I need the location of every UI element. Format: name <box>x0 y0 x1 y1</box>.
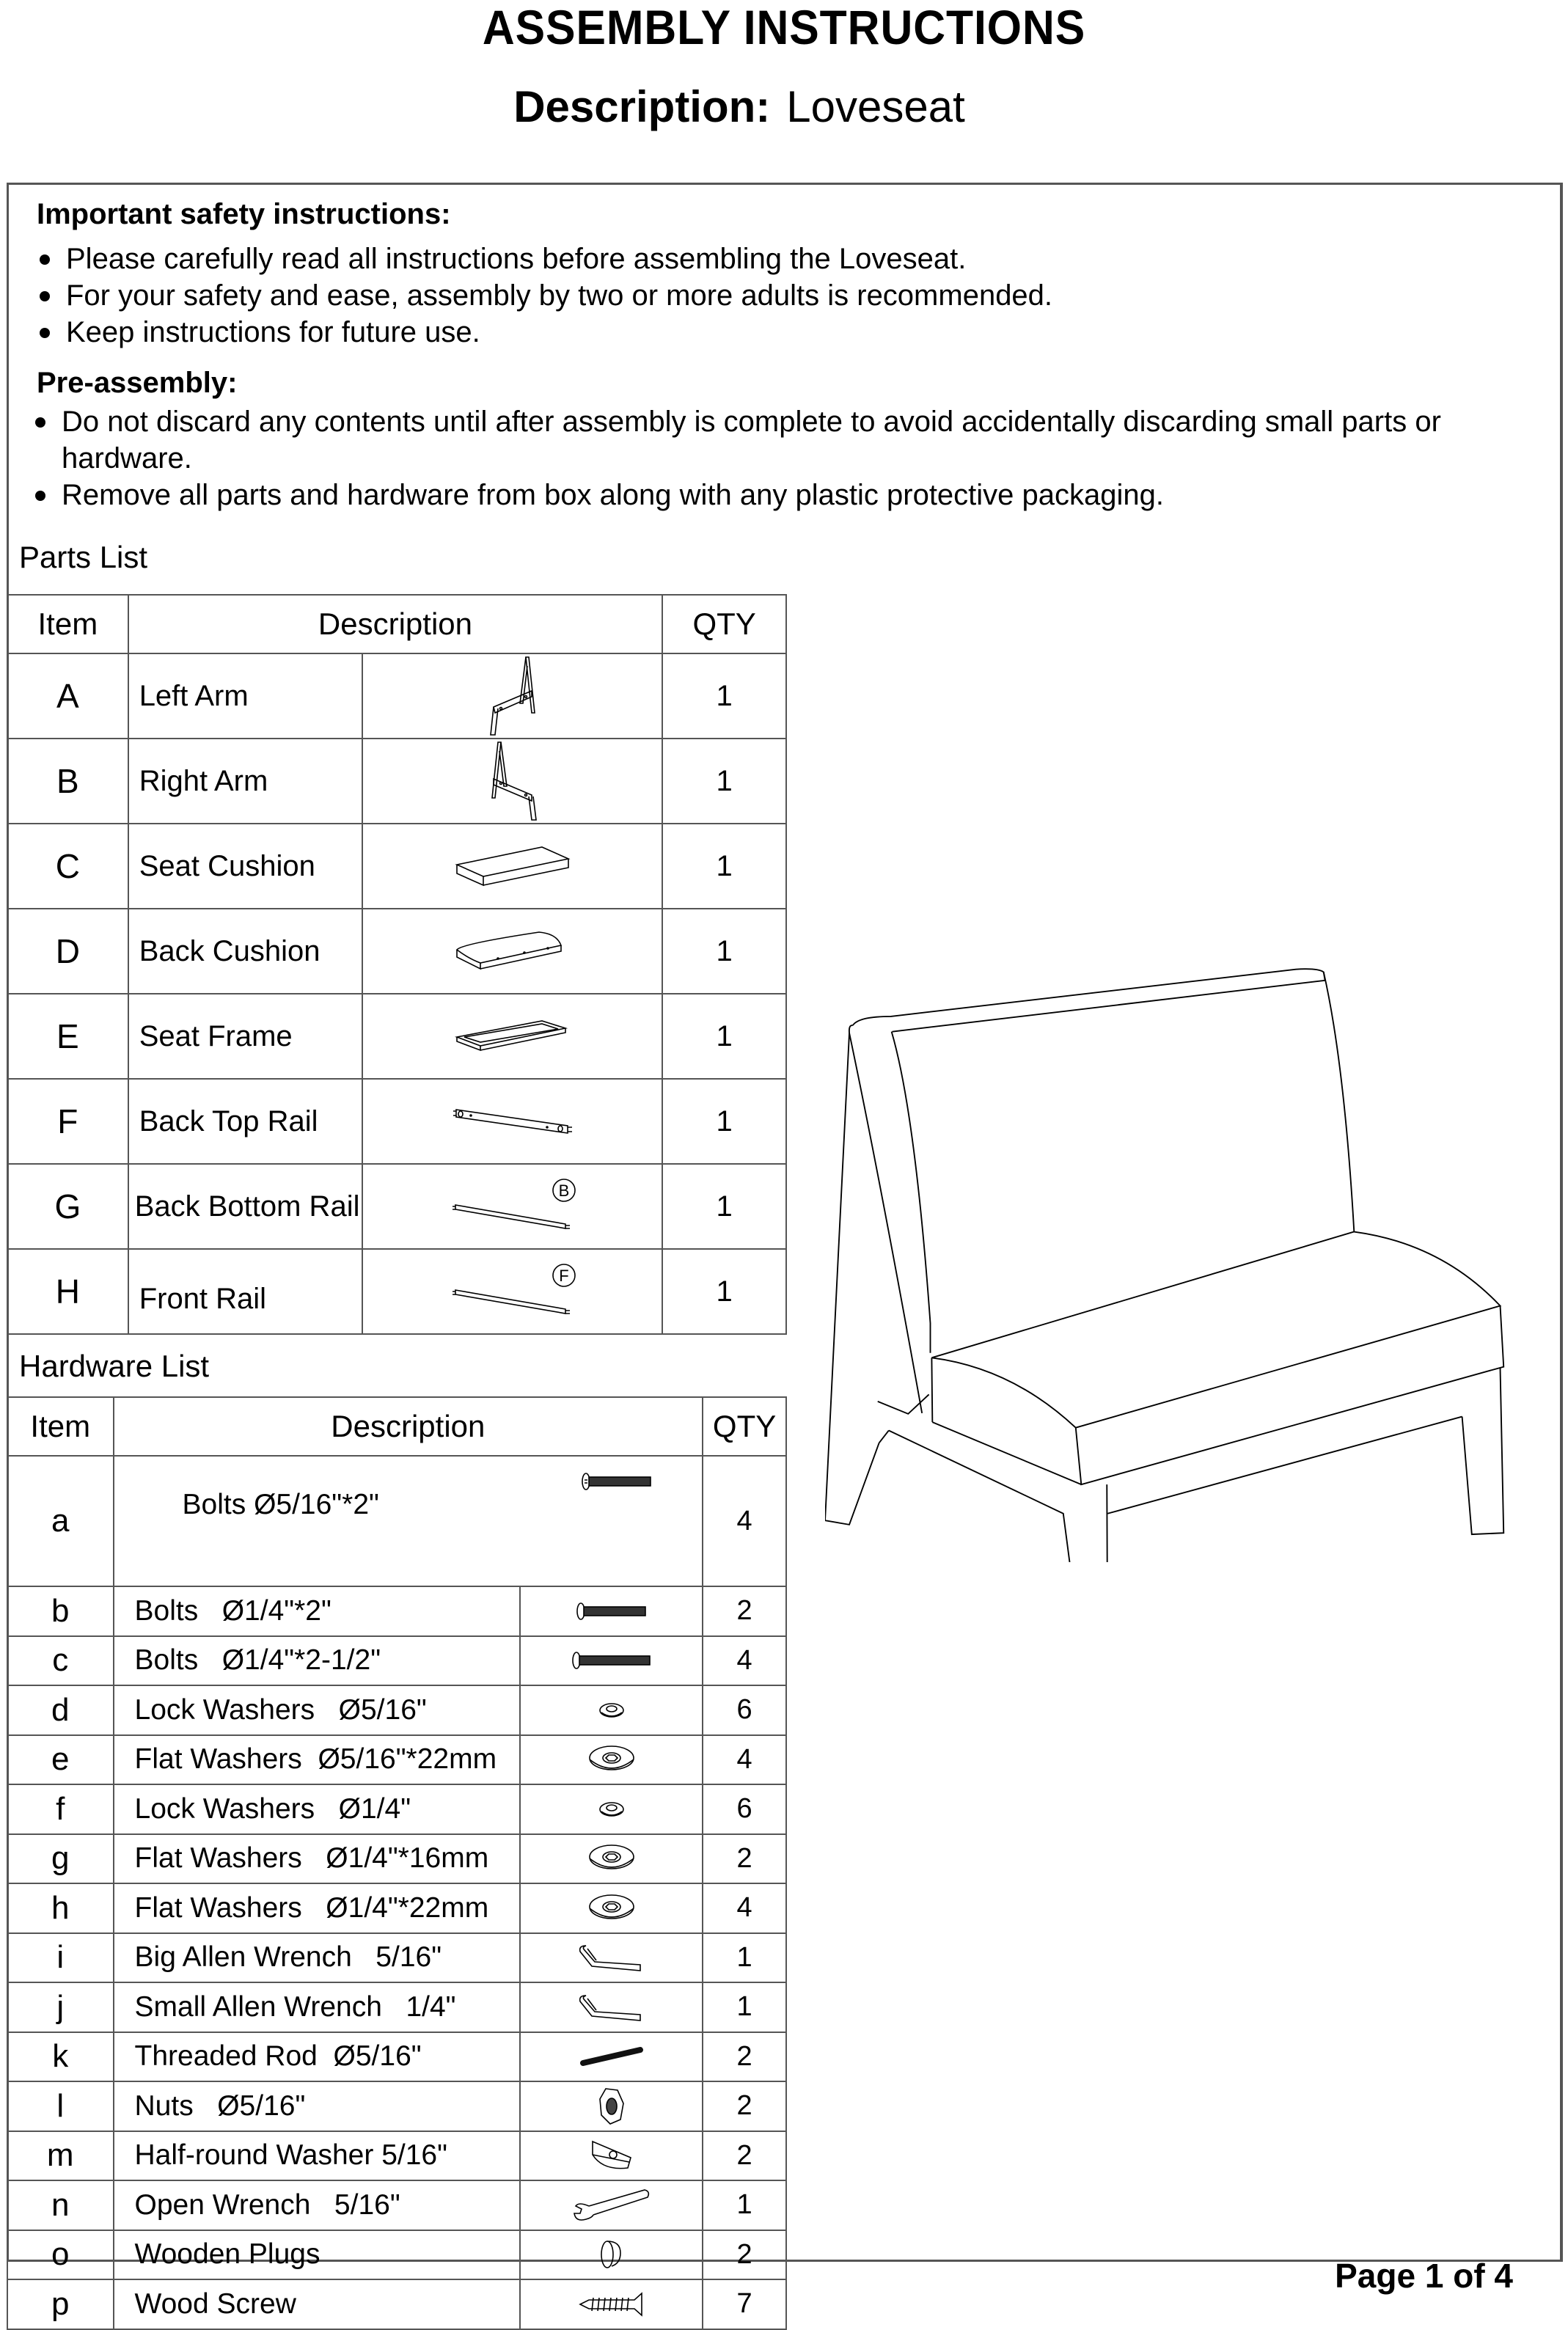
table-row <box>7 2081 786 2131</box>
item-qty: 4 <box>703 1735 786 1785</box>
table-row <box>7 1982 786 2032</box>
item-qty: 2 <box>703 2032 786 2082</box>
allen-wrench-icon <box>579 1993 645 2022</box>
table-row <box>7 2180 786 2230</box>
item-qty: 2 <box>703 2081 786 2131</box>
item-qty: 1 <box>703 1933 786 1983</box>
document-title: ASSEMBLY INSTRUCTIONS <box>482 0 1086 54</box>
safety-bullet: For your safety and ease, assembly by two or more adults is recommended. <box>37 277 1052 314</box>
item-description: Back Top Rail <box>128 1079 362 1164</box>
item-letter: E <box>7 994 128 1079</box>
table-row <box>7 1933 786 1983</box>
item-letter: e <box>7 1735 114 1785</box>
item-qty: 2 <box>703 1586 786 1636</box>
item-description: Bolts Ø5/16"*2" <box>182 1489 379 1520</box>
item-letter: m <box>7 2131 114 2181</box>
table-row <box>7 1735 786 1785</box>
item-letter: g <box>7 1834 114 1884</box>
table-row <box>7 1079 786 1164</box>
seat-frame-icon <box>454 1018 571 1055</box>
item-letter: G <box>7 1164 128 1249</box>
item-description: Threaded Rod Ø5/16" <box>114 2032 521 2082</box>
item-qty: 1 <box>662 653 786 739</box>
item-qty: 1 <box>662 1164 786 1249</box>
item-description: Left Arm <box>128 653 362 739</box>
back-cushion-icon <box>454 929 571 973</box>
item-qty: 7 <box>703 2279 786 2329</box>
table-row <box>7 909 786 994</box>
item-description: Lock Washers Ø1/4" <box>114 1784 521 1834</box>
item-qty: 1 <box>662 1249 786 1334</box>
table-row <box>7 739 786 824</box>
table-row <box>7 1249 786 1334</box>
table-row <box>7 1834 786 1884</box>
item-letter: k <box>7 2032 114 2082</box>
item-qty: 4 <box>703 1456 786 1586</box>
table-row <box>7 1456 786 1586</box>
item-letter: c <box>7 1636 114 1686</box>
bolt-icon <box>580 1471 653 1492</box>
back-bottom-rail-icon <box>447 1177 579 1236</box>
left-arm-icon <box>483 656 542 736</box>
item-description: Right Arm <box>128 739 362 824</box>
flat-washer-icon <box>586 1892 637 1924</box>
bolt-icon <box>575 1601 648 1622</box>
item-letter: p <box>7 2279 114 2329</box>
column-header-item: Item <box>7 595 128 653</box>
table-row <box>7 2131 786 2181</box>
description-value: Loveseat <box>786 82 965 131</box>
item-letter: b <box>7 1586 114 1636</box>
svg-text:F: F <box>558 1267 569 1285</box>
pre-assembly-bullet: Remove all parts and hardware from box along with any plastic protective packaging. <box>32 477 1499 513</box>
back-top-rail-icon <box>450 1107 575 1136</box>
item-qty: 1 <box>662 994 786 1079</box>
item-description: Small Allen Wrench 1/4" <box>114 1982 521 2032</box>
svg-text:B: B <box>558 1182 570 1200</box>
item-description: Flat Washers Ø1/4"*16mm <box>114 1834 521 1884</box>
front-rail-icon <box>447 1262 579 1321</box>
table-row <box>7 1164 786 1249</box>
hex-nut-icon <box>597 2087 626 2125</box>
safety-bullet: Keep instructions for future use. <box>37 314 480 351</box>
table-row <box>7 2230 786 2280</box>
item-qty: 1 <box>662 909 786 994</box>
item-description: Bolts Ø1/4"*2-1/2" <box>114 1636 521 1686</box>
wooden-plug-icon <box>597 2238 626 2271</box>
item-description: Bolts Ø1/4"*2" <box>114 1586 521 1636</box>
item-letter: A <box>7 653 128 739</box>
item-qty: 1 <box>662 824 786 909</box>
lock-washer-icon <box>597 1699 626 1721</box>
safety-heading: Important safety instructions: <box>37 198 451 230</box>
long-bolt-icon <box>571 1650 653 1671</box>
column-header-qty: QTY <box>662 595 786 653</box>
item-letter: l <box>7 2081 114 2131</box>
column-header-description: Description <box>114 1397 703 1456</box>
item-qty: 6 <box>703 1784 786 1834</box>
item-letter: D <box>7 909 128 994</box>
column-header-item: Item <box>7 1397 114 1456</box>
allen-wrench-icon <box>579 1943 645 1972</box>
table-row <box>7 994 786 1079</box>
open-wrench-icon <box>571 2187 652 2224</box>
item-description: Flat Washers Ø1/4"*22mm <box>114 1883 521 1933</box>
item-letter: f <box>7 1784 114 1834</box>
item-description: Lock Washers Ø5/16" <box>114 1685 521 1735</box>
pre-assembly-bullet: Do not discard any contents until after assembly is complete to avoid accidentally discarding small parts or hardware. <box>32 403 1499 477</box>
item-description: Wood Screw <box>114 2279 521 2329</box>
threaded-rod-icon <box>580 2045 643 2067</box>
table-row <box>7 1784 786 1834</box>
hardware-header-row <box>7 1397 786 1456</box>
item-letter: B <box>7 739 128 824</box>
table-row <box>7 653 786 739</box>
item-description: Seat Cushion <box>128 824 362 909</box>
parts-header-row <box>7 595 786 653</box>
item-qty: 1 <box>703 1982 786 2032</box>
item-qty: 6 <box>703 1685 786 1735</box>
item-letter: j <box>7 1982 114 2032</box>
item-description: Back Bottom Rail <box>128 1164 362 1249</box>
table-row <box>7 1586 786 1636</box>
item-description: Nuts Ø5/16" <box>114 2081 521 2131</box>
item-description: Front Rail <box>128 1249 362 1334</box>
item-qty: 2 <box>703 2131 786 2181</box>
flat-washer-icon <box>586 1743 637 1776</box>
item-qty: 2 <box>703 2230 786 2280</box>
page-number: Page 1 of 4 <box>1335 2257 1513 2295</box>
parts-table <box>7 594 787 1335</box>
table-row <box>7 2032 786 2082</box>
item-description: Open Wrench 5/16" <box>114 2180 521 2230</box>
lock-washer-icon <box>597 1798 626 1820</box>
pre-assembly-heading: Pre-assembly: <box>37 367 238 399</box>
parts-list-label: Parts List <box>19 540 148 574</box>
flat-washer-icon <box>586 1842 637 1875</box>
table-row <box>7 1883 786 1933</box>
column-header-qty: QTY <box>703 1397 786 1456</box>
item-qty: 4 <box>703 1883 786 1933</box>
item-description: Big Allen Wrench 5/16" <box>114 1933 521 1983</box>
item-letter: o <box>7 2230 114 2280</box>
half-round-washer-icon <box>588 2139 635 2172</box>
item-qty: 1 <box>662 1079 786 1164</box>
description-label: Description: <box>513 82 771 131</box>
safety-bullet: Please carefully read all instructions before assembling the Loveseat. <box>37 241 966 277</box>
item-letter: d <box>7 1685 114 1735</box>
item-description: Flat Washers Ø5/16"*22mm <box>114 1735 521 1785</box>
item-qty: 1 <box>703 2180 786 2230</box>
item-description: Seat Frame <box>128 994 362 1079</box>
item-letter: F <box>7 1079 128 1164</box>
hardware-list-label: Hardware List <box>19 1349 210 1383</box>
item-description: Half-round Washer 5/16" <box>114 2131 521 2181</box>
wood-screw-icon <box>579 2292 645 2317</box>
item-qty: 2 <box>703 1834 786 1884</box>
item-letter: n <box>7 2180 114 2230</box>
table-row <box>7 1685 786 1735</box>
loveseat-illustration <box>825 939 1544 1562</box>
item-qty: 1 <box>662 739 786 824</box>
item-qty: 4 <box>703 1636 786 1686</box>
hardware-table <box>7 1396 787 2330</box>
item-description: Back Cushion <box>128 909 362 994</box>
item-letter: h <box>7 1883 114 1933</box>
seat-cushion-icon <box>454 844 571 888</box>
document-subtitle <box>0 79 1479 135</box>
table-row <box>7 1636 786 1686</box>
item-letter: i <box>7 1933 114 1983</box>
column-header-description: Description <box>128 595 663 653</box>
item-letter: a <box>7 1456 114 1586</box>
item-description: Wooden Plugs <box>114 2230 521 2280</box>
item-letter: H <box>7 1249 128 1334</box>
item-letter: C <box>7 824 128 909</box>
table-row <box>7 2279 786 2329</box>
table-row <box>7 824 786 909</box>
right-arm-icon <box>483 741 542 821</box>
